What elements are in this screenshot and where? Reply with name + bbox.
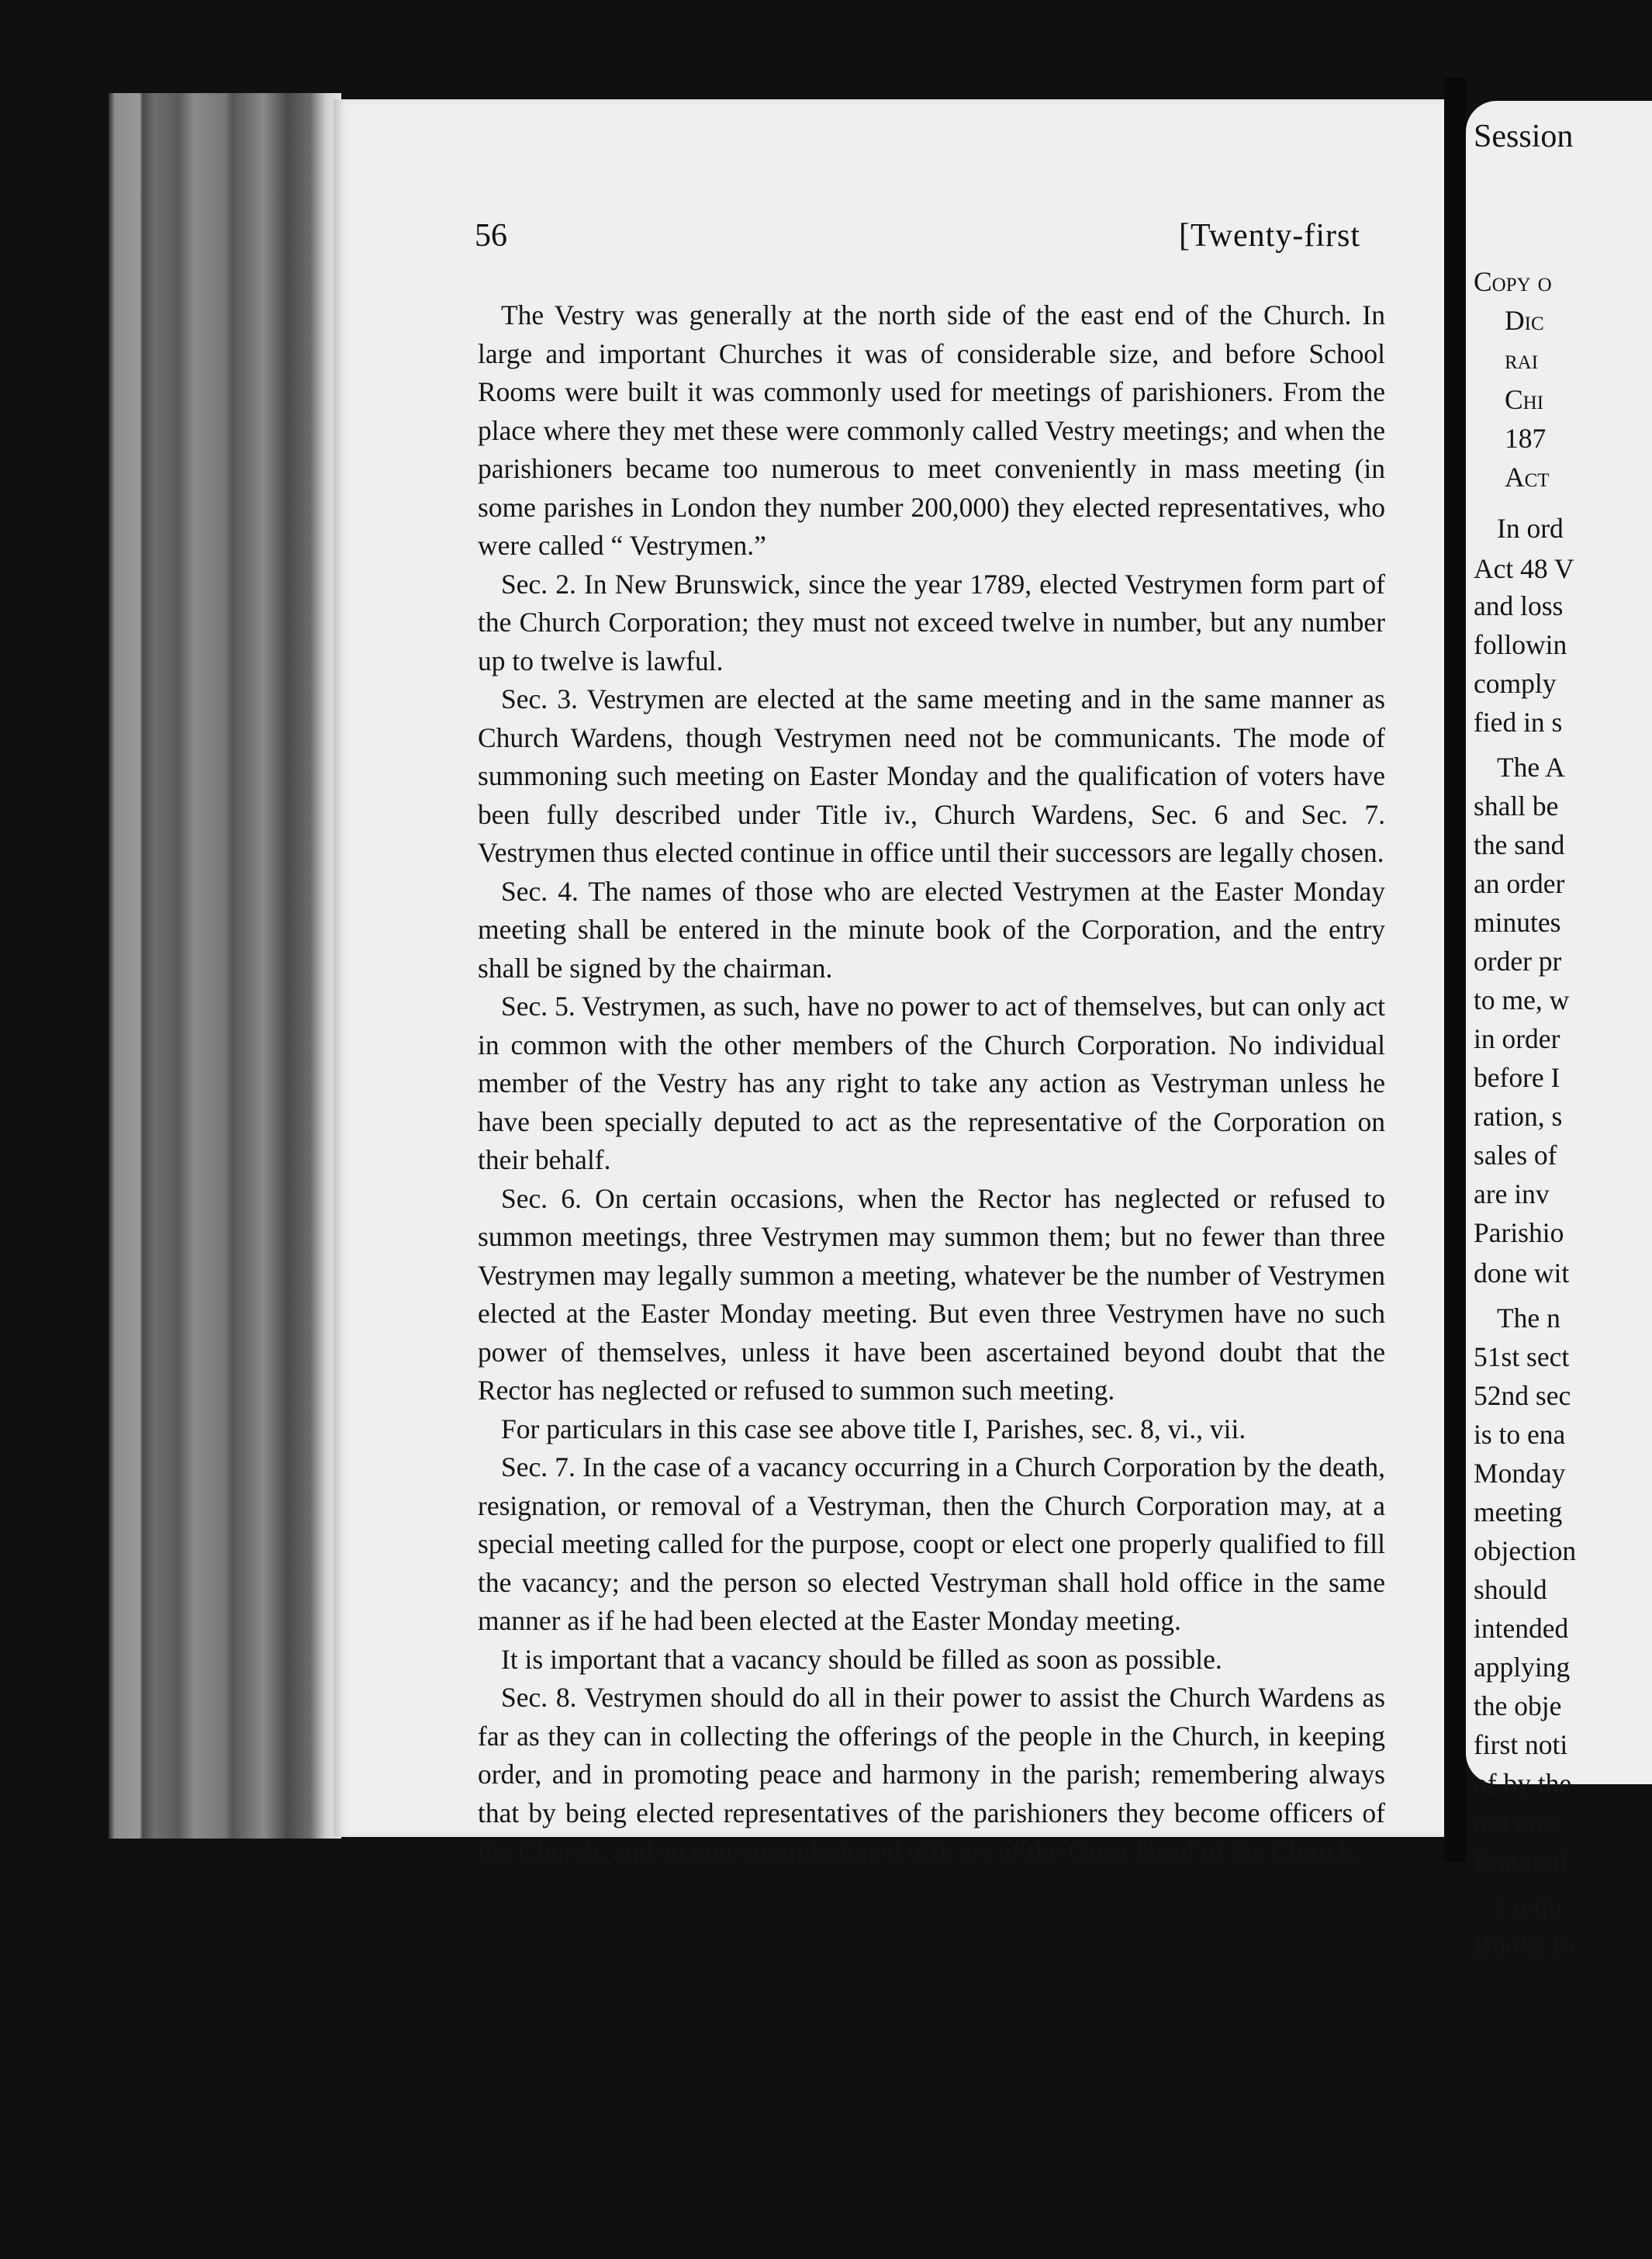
right-page-line: Session — [1474, 119, 1574, 154]
paragraph-particulars: For particulars in this case see above title I, Parishes, sec. 8, vi., vii. — [501, 1413, 1246, 1444]
book-page-edges — [109, 93, 341, 1839]
right-page — [1466, 101, 1652, 1960]
right-page-line: and loss — [1474, 590, 1564, 621]
right-page-line: first noti — [1474, 1846, 1568, 1877]
body-text — [478, 296, 1385, 1871]
right-page-line: I requ — [1497, 1891, 1562, 1922]
right-page-line: of by the — [1474, 1768, 1572, 1799]
right-page-line: Monday — [1474, 1458, 1566, 1489]
right-page-line: Act — [1505, 462, 1550, 493]
right-page-line: not unti — [1474, 1807, 1559, 1838]
right-page-line: 51st sect — [1474, 1341, 1570, 1372]
page-number: 56 — [475, 218, 507, 254]
right-page-line: Books fo — [1474, 1929, 1574, 1960]
right-page-line: to me, w — [1474, 984, 1570, 1015]
book-gutter — [1444, 78, 1466, 1862]
right-page-line: the sand — [1474, 829, 1565, 860]
right-page-line: order pr — [1474, 946, 1562, 977]
right-page-line: 52nd sec — [1474, 1380, 1571, 1411]
right-page-line: objection — [1474, 1535, 1577, 1566]
right-page-line: Dic — [1505, 305, 1544, 336]
right-page-line: meeting — [1474, 1496, 1563, 1527]
right-page-line: followin — [1474, 629, 1567, 660]
right-page-line: should — [1474, 1574, 1547, 1605]
paragraph-sec-3: Sec. 3. Vestrymen are elected at the same meeting and in the same manner as Church Wardens, though Vestrymen need not be communicants. The mode of summoning such meeting on Easter Monday and the qualification of voters have been fully described under Title iv., Church Wardens, Sec. 6 and Sec. 7. Vestrymen thus elected continue in office until their successors are legally chosen. — [478, 683, 1385, 868]
paragraph-sec-6: Sec. 6. On certain occasions, when the Rector has neglected or refused to summon meetings, three Vestrymen may summon them; but no fewer than three Vestrymen may legally summon a meeting, whatever be the number of Vestrymen elected at the Easter Monday meeting. But even three Vestrymen have no such power of themselves, unless it have been ascertained beyond doubt that the Rector has neglected or refused to summon such meeting. — [478, 1182, 1385, 1406]
right-page-line: an order — [1474, 868, 1565, 899]
right-page-line: applying — [1474, 1652, 1571, 1683]
running-head: [Twenty-first — [1179, 218, 1360, 254]
right-page-line: Parishio — [1474, 1217, 1564, 1248]
right-page-line: In ord — [1497, 513, 1564, 544]
paragraph-sec-8: Sec. 8. Vestrymen should do all in their power to assist the Church Wardens as far as they can in collecting the offerings of the people in the Church, in keeping order, and in promoting peace and harmony in the parish; remembering always that by being elected representatives of the parishioners they become officers of the Church, and so non-commissioned officers of the Great Head of the Church. — [478, 1682, 1385, 1866]
right-page-line: intended — [1474, 1613, 1569, 1644]
right-page-line: are inv — [1474, 1178, 1550, 1209]
right-page-line: Chi — [1505, 384, 1544, 415]
right-page-line: fied in s — [1474, 707, 1563, 738]
right-page-line: is to ena — [1474, 1419, 1566, 1450]
right-page-line: The A — [1497, 752, 1565, 783]
right-page-line: shall be — [1474, 790, 1559, 822]
paragraph-sec-2: Sec. 2. In New Brunswick, since the year 1789, elected Vestrymen form part of the Church Corporation; they must not exceed twelve in number, but any number up to twelve is lawful. — [478, 568, 1385, 676]
right-page-line: before I — [1474, 1062, 1560, 1093]
right-page-line: comply — [1474, 668, 1557, 699]
right-page-line: The n — [1497, 1302, 1560, 1334]
paragraph-1: The Vestry was generally at the north side of the east end of the Church. In large and important Churches it was of considerable size, and before School Rooms were built it was commonly used for meetings of parishioners. From the place where they met these were commonly called Vestry meetings; and when the parishioners became too numerous to meet conveniently in mass meeting (in some parishes in London they number 200,000) they elected representatives, who were called “ Vestrymen.” — [478, 299, 1385, 561]
right-page-line: the obje — [1474, 1690, 1562, 1721]
right-page-line: rai — [1505, 344, 1539, 375]
paragraph-sec-4: Sec. 4. The names of those who are elected Vestrymen at the Easter Monday meeting shall be entered in the minute book of the Corporation, and the entry shall be signed by the chairman. — [478, 875, 1385, 984]
right-page-line: first noti — [1474, 1729, 1568, 1760]
right-page-line: Act 48 V — [1474, 553, 1574, 584]
right-page-line: Copy o — [1474, 266, 1552, 297]
paragraph-sec-7: Sec. 7. In the case of a vacancy occurring in a Church Corporation by the death, resignation, or removal of a Vestryman, then the Church Corporation may, at a special meeting called for the purpose, coopt or elect one properly qualified to fill the vacancy; and the person so elected Vestryman shall hold office in the same manner as if he had been elected at the Easter Monday meeting. — [478, 1451, 1385, 1636]
right-page-line: ration, s — [1474, 1101, 1563, 1132]
right-page-line: done wit — [1474, 1257, 1570, 1289]
right-page-line: sales of — [1474, 1140, 1557, 1171]
paragraph-sec-5: Sec. 5. Vestrymen, as such, have no power to act of themselves, but can only act in common with the other members of the Church Corporation. No individual member of the Vestry has any right to take any action as Vestryman unless he have been specially deputed to act as the representative of the Corporation on their behalf. — [478, 991, 1385, 1175]
right-page-line: minutes — [1474, 907, 1561, 938]
paragraph-vacancy: It is important that a vacancy should be filled as soon as possible. — [501, 1643, 1222, 1675]
right-page-line: 187 — [1505, 423, 1547, 454]
right-page-line: in order — [1474, 1023, 1560, 1054]
